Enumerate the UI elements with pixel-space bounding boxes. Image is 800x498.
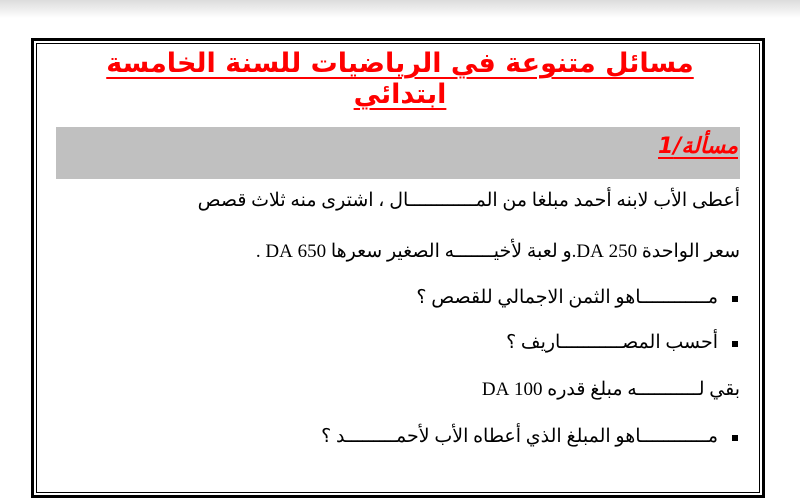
page-title: مسائل متنوعة في الرياضيات للسنة الخامسة ابتدائي: [106, 48, 694, 110]
problem-label: مسألة/1: [658, 134, 738, 159]
bullet-icon: [732, 296, 738, 302]
problem-text-line-3: بقي لـــــــــــه مبلغ قدره 100 DA: [481, 379, 740, 400]
question-2: [506, 331, 738, 354]
question-2-text: أحسب المصـــــــــــاريف ؟: [506, 332, 718, 353]
problem-header-band: [56, 127, 740, 179]
bullet-icon: [732, 435, 738, 441]
top-shadow: [0, 0, 800, 18]
question-3-text: مــــــــــــاهو المبلغ الذي أعطاه الأب لأحمـــــــــد ؟: [321, 426, 718, 447]
question-1: [416, 286, 738, 309]
problem-text-line-2: سعر الواحدة 250 DA.و لعبة لأخيـــــــه الصغير سعرها 650 DA .: [255, 241, 740, 262]
question-1-text: مــــــــــــاهو الثمن الاجمالي للقصص ؟: [416, 287, 718, 308]
question-3: [321, 425, 738, 448]
bullet-icon: [732, 341, 738, 347]
problem-text-line-1: أعطى الأب لابنه أحمد مبلغا من المــــــــــــال ، اشترى منه ثلاث قصص: [197, 190, 740, 211]
